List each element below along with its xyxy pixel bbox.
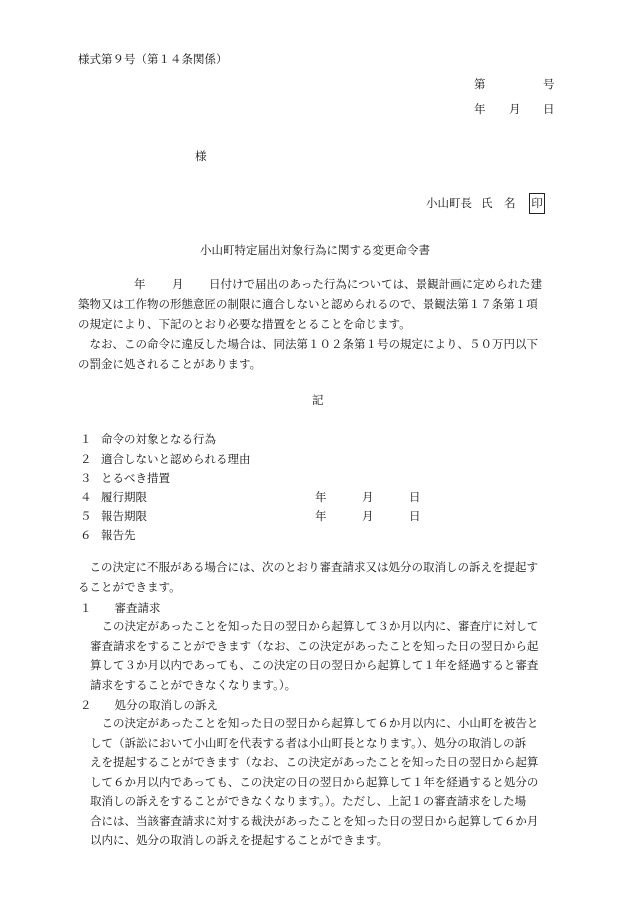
ki-heading: 記 (312, 393, 324, 407)
appeal-1-body (90, 617, 538, 695)
body-line-2: 築物又は工作物の形態意匠の制限に適合しないと認められるので、景観法第１７条第１項 (78, 297, 538, 311)
appeal-2-line: して６か月以内であっても、この決定の日の翌日から起算して１年を経過すると処分の (90, 774, 539, 789)
date-year: 年 (474, 102, 486, 116)
issuer-title: 小山町長 (426, 196, 472, 210)
body-text (78, 294, 538, 374)
appeal-2-line: して（訴訟において小山町を代表する者は小山町長となります。）、処分の取消しの訴 (90, 735, 527, 750)
body-line-3: の規定により、下記のとおり必要な措置をとることを命じます。 (78, 317, 411, 331)
body-date-year: 年 (134, 277, 146, 291)
item-day: 日 (409, 490, 421, 504)
doc-number-prefix: 第 (474, 77, 486, 91)
document-title: 小山町特定届出対象行為に関する変更命令書 (200, 243, 430, 257)
item-number: ６ (80, 528, 92, 542)
item-number: ２ (80, 452, 92, 466)
item-label: 履行期限 (101, 490, 147, 504)
appeal-2-line: 合には、当該審査請求に対する裁決があったことを知った日の翌日から起算して６か月 (90, 813, 539, 828)
doc-number-suffix: 号 (543, 77, 555, 91)
appeal-intro-line: ることができます。 (78, 579, 181, 594)
body-line-5: の罰金に処されることがあります。 (78, 357, 262, 371)
body-line-4: なお、この命令に違反した場合は、同法第１０２条第１号の規定により、５０万円以下 (78, 337, 538, 351)
appeal-intro-line: この決定に不服がある場合には、次のとおり審査請求又は処分の取消しの訴えを提起す (78, 560, 538, 574)
item-month: 月 (362, 509, 374, 523)
appeal-2-body (90, 714, 538, 851)
appeal-intro (78, 558, 538, 597)
item-month: 月 (362, 490, 374, 504)
date-day: 日 (543, 102, 555, 116)
item-year: 年 (315, 490, 327, 504)
seal-box: 印 (529, 193, 545, 214)
appeal-2-line: 以内に、処分の取消しの訴えを提起することができます。 (90, 833, 389, 847)
item-year: 年 (315, 509, 327, 523)
form-label: 様式第９号（第１４条関係） (78, 52, 228, 66)
item-label: とるべき措置 (101, 471, 170, 485)
issuer-name-label: 氏 名 (481, 196, 516, 210)
item-number: ５ (80, 509, 92, 523)
appeal-2-heading: ２ 処分の取消しの訴え (80, 698, 218, 712)
appeal-1-line: この決定があったことを知った日の翌日から起算して３か月以内に、審査庁に対して (90, 619, 539, 633)
date-month: 月 (509, 102, 521, 116)
item-label: 報告先 (101, 528, 136, 542)
appeal-1-heading: １ 審査請求 (80, 601, 161, 615)
item-label: 報告期限 (101, 509, 147, 523)
item-label: 適合しないと認められる理由 (101, 452, 251, 466)
appeal-1-line: 審査請求をすることができます（なお、この決定があったことを知った日の翌日から起 (90, 638, 539, 653)
appeal-2-line: この決定があったことを知った日の翌日から起算して６か月以内に、小山町を被告と (90, 716, 539, 730)
appeal-1-line: 請求をすることができなくなります。）。 (90, 677, 297, 692)
item-number: ４ (80, 490, 92, 504)
item-number: ３ (80, 471, 92, 485)
addressee-suffix: 様 (195, 149, 207, 163)
item-day: 日 (409, 509, 421, 523)
item-number: １ (80, 432, 92, 446)
appeal-1-line: 算して３か月以内であっても、この決定の日の翌日から起算して１年を経過すると審査 (90, 658, 539, 672)
body-date-month: 月 (172, 277, 184, 291)
appeal-2-line: えを提起することができます（なお、この決定があったことを知った日の翌日から起算 (90, 755, 539, 769)
body-line-1: 日付けで届出のあった行為については、景観計画に定められた建 (209, 277, 543, 291)
appeal-2-line: 取消しの訴えをすることができなくなります。）。ただし、上記１の審査請求をした場 (90, 794, 527, 808)
item-label: 命令の対象となる行為 (101, 432, 216, 446)
